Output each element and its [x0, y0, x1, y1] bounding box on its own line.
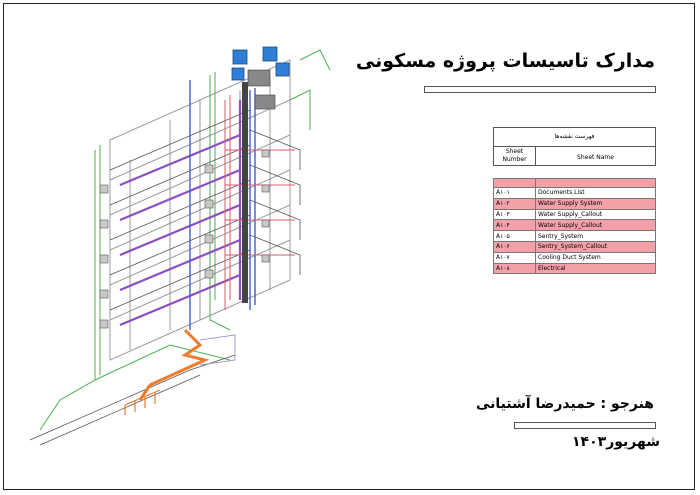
student-name: هنرجو : حمیدرضا آشتیانی: [475, 396, 654, 412]
document-date: شهریور۱۴۰۳: [572, 434, 660, 450]
sheet-number: A۱۰۵: [494, 231, 536, 242]
table-row: [494, 179, 656, 188]
sheet-index-heading: فهرست نقشه‌ها: [493, 127, 656, 147]
table-row: [494, 188, 656, 199]
table-row: [494, 198, 656, 209]
sheet-name: Water Supply_Callout: [536, 220, 656, 231]
sheet-number: A۱۰۸: [494, 263, 536, 274]
sheet-list-table: [493, 178, 656, 274]
sheet-number: A۱۰۱: [494, 188, 536, 199]
sheet-name: Sentry_System: [536, 231, 656, 242]
sheet-number: A۱۰۷: [494, 252, 536, 263]
sheet-name: Documents List: [536, 188, 656, 199]
student-underline-box: [514, 422, 656, 429]
title-underline-box: [424, 86, 656, 93]
sheet-number: A۱۰۳: [494, 209, 536, 220]
table-row: [494, 241, 656, 252]
table-row: [494, 231, 656, 242]
table-row: [494, 252, 656, 263]
sheet-name: Sentry_System_Callout: [536, 241, 656, 252]
column-sheet-name: Sheet Name: [577, 154, 614, 161]
column-sheet-number: Sheet Number: [494, 147, 536, 165]
sheet-number: A۱۰۴: [494, 220, 536, 231]
sheet-number: A۱۰۲: [494, 198, 536, 209]
sheet-name: Water Supply_Callout: [536, 209, 656, 220]
sheet-name: Water Supply System: [536, 198, 656, 209]
sheet-name: Cooling Duct System: [536, 252, 656, 263]
table-row: [494, 209, 656, 220]
sheet-number: A۱۰۶: [494, 241, 536, 252]
document-title: مدارک تاسیسات پروژه مسکونی: [355, 50, 655, 72]
sheet-name: Electrical: [536, 263, 656, 274]
table-row: [494, 263, 656, 274]
table-row: [494, 220, 656, 231]
sheet-index-column-headers: [493, 147, 656, 166]
